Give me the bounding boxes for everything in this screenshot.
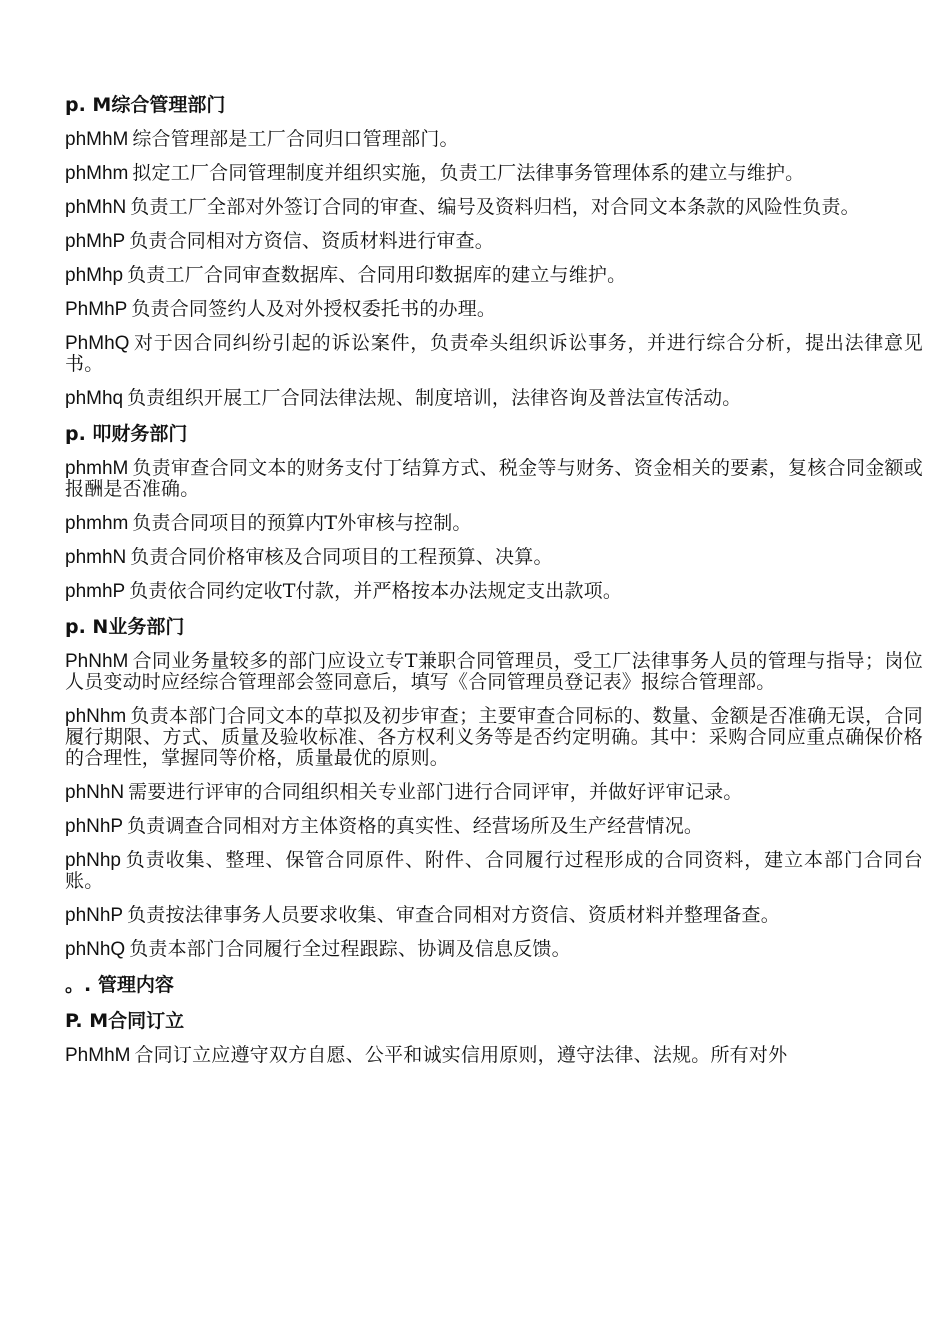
clause-number: phNhp — [65, 850, 121, 871]
section-heading: P. M合同订立 — [65, 1010, 185, 1032]
clause-text: 负责本部门合同文本的草拟及初步审查；主要审查合同标的、数量、金额是否准确无误，合同履行期限、方式、质量及验收标准、各方权利义务等是否约定明确。其中：采购合同应重点确保价格的合理性，掌握同等价格，质量最优的原则。 — [65, 705, 923, 769]
clause-paragraph — [65, 782, 923, 803]
clause-paragraph — [65, 706, 923, 769]
clause-number: phMhp — [65, 265, 124, 286]
clause-paragraph — [65, 299, 923, 320]
clause-paragraph — [65, 513, 923, 534]
clause-number: phMhN — [65, 197, 127, 218]
clause-text: 负责合同相对方资信、资质材料进行审查。 — [129, 230, 495, 252]
clause-paragraph — [65, 939, 923, 960]
clause-paragraph — [65, 163, 923, 184]
clause-paragraph — [65, 231, 923, 252]
clause-paragraph — [65, 197, 923, 218]
clause-number: phNhP — [65, 905, 124, 926]
clause-number: phMhq — [65, 388, 124, 409]
clause-text: 拟定工厂合同管理制度并组织实施，负责工厂法律事务管理体系的建立与维护。 — [132, 162, 805, 184]
clause-text: 负责合同项目的预算内T外审核与控制。 — [132, 512, 472, 534]
document-page — [65, 93, 923, 1079]
clause-number: phMhM — [65, 129, 129, 150]
clause-number: phmhM — [65, 458, 129, 479]
clause-number: PhMhQ — [65, 333, 130, 354]
clause-paragraph — [65, 581, 923, 602]
clause-paragraph — [65, 265, 923, 286]
clause-number: phmhP — [65, 581, 126, 602]
clause-text: 负责审查合同文本的财务支付丁结算方式、税金等与财务、资金相关的要素，复核合同金额或报酬是否准确。 — [65, 457, 923, 500]
clause-text: 对于因合同纠纷引起的诉讼案件，负责牵头组织诉讼事务，并进行综合分析，提出法律意见书。 — [65, 332, 923, 375]
clause-text: 合同订立应遵守双方自愿、公平和诚实信用原则，遵守法律、法规。所有对外 — [134, 1044, 788, 1066]
clause-text: 负责按法律事务人员要求收集、审查合同相对方资信、资质材料并整理备查。 — [127, 904, 780, 926]
clause-text: 负责工厂全部对外签订合同的审查、编号及资料归档，对合同文本条款的风险性负责。 — [130, 196, 860, 218]
clause-text: 负责组织开展工厂合同法律法规、制度培训，法律咨询及普法宣传活动。 — [127, 387, 742, 409]
clause-text: 负责收集、整理、保管合同原件、附件、合同履行过程形成的合同资料，建立本部门合同台账。 — [65, 849, 923, 892]
clause-number: PhMhP — [65, 299, 128, 320]
chapter-heading: 。. 管理内容 — [65, 974, 174, 996]
clause-paragraph — [65, 651, 923, 693]
clause-text: 负责本部门合同履行全过程跟踪、协调及信息反馈。 — [129, 938, 571, 960]
section-heading: p. M综合管理部门 — [65, 94, 226, 116]
clause-paragraph — [65, 816, 923, 837]
clause-text: 负责依合同约定收T付款，并严格按本办法规定支出款项。 — [129, 580, 623, 602]
clause-number: phMhm — [65, 163, 129, 184]
clause-paragraph — [65, 850, 923, 892]
clause-number: phmhN — [65, 547, 127, 568]
clause-paragraph — [65, 905, 923, 926]
clause-text: 需要进行评审的合同组织相关专业部门进行合同评审，并做好评审记录。 — [128, 781, 743, 803]
clause-number: phNhQ — [65, 939, 126, 960]
clause-text: 负责调查合同相对方主体资格的真实性、经营场所及生产经营情况。 — [127, 815, 704, 837]
clause-paragraph — [65, 333, 923, 375]
clause-text: 合同业务量较多的部门应设立专T兼职合同管理员，受工厂法律事务人员的管理与指导；岗位人员变动时应经综合管理部会签同意后，填写《合同管理员登记表》报综合管理部。 — [65, 650, 923, 693]
clause-paragraph — [65, 1045, 923, 1066]
clause-number: phNhN — [65, 782, 125, 803]
clause-paragraph — [65, 129, 923, 150]
clause-number: phNhm — [65, 706, 127, 727]
section-heading: p. 叩财务部门 — [65, 423, 188, 445]
clause-text: 负责合同签约人及对外授权委托书的办理。 — [131, 298, 497, 320]
clause-paragraph — [65, 547, 923, 568]
clause-number: PhNhM — [65, 651, 129, 672]
clause-number: phNhP — [65, 816, 124, 837]
clause-text: 负责工厂合同审查数据库、合同用印数据库的建立与维护。 — [127, 264, 627, 286]
clause-paragraph — [65, 458, 923, 500]
clause-text: 综合管理部是工厂合同归口管理部门。 — [132, 128, 459, 150]
clause-number: phMhP — [65, 231, 126, 252]
clause-paragraph — [65, 388, 923, 409]
clause-text: 负责合同价格审核及合同项目的工程预算、决算。 — [130, 546, 553, 568]
section-heading: p. N业务部门 — [65, 616, 185, 638]
clause-number: PhMhM — [65, 1045, 131, 1066]
clause-number: phmhm — [65, 513, 129, 534]
